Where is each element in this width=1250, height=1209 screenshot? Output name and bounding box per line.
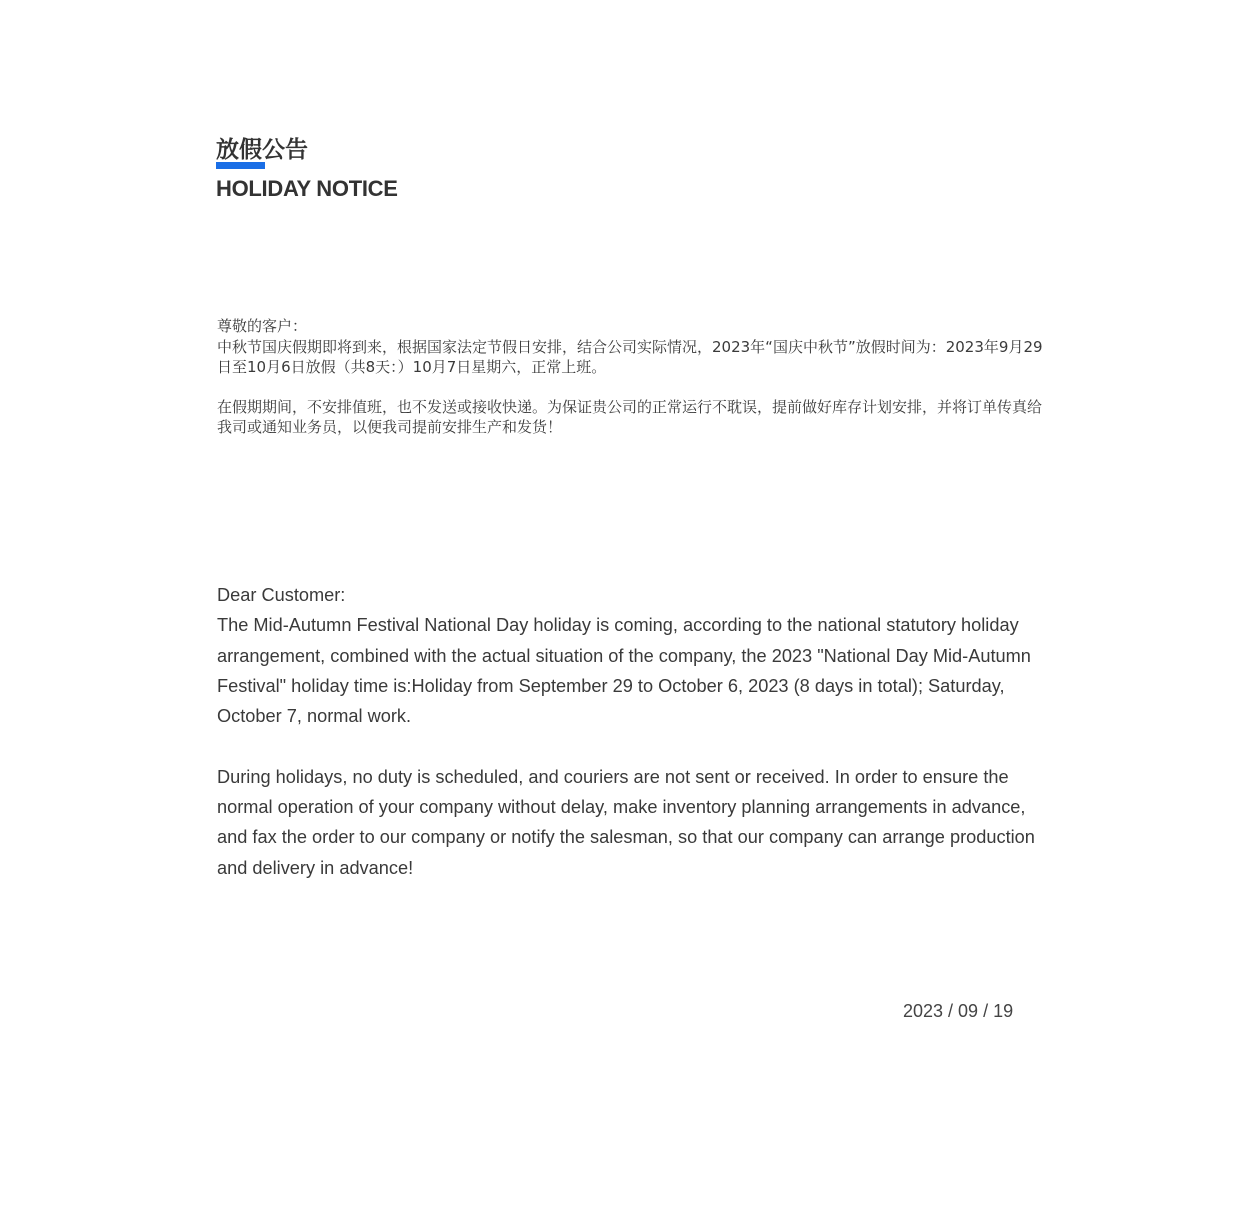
paragraph-english-2: During holidays, no duty is scheduled, and couriers are not sent or received. In order to ensure the normal operation of your company without delay, make inventory planning arrangements in advance, and fax the order to our company or notify the salesman, so that our company can arrange production and delivery in advance!	[217, 766, 1035, 878]
salutation-chinese: 尊敬的客户：	[217, 317, 308, 335]
title-chinese	[216, 134, 398, 166]
paragraph-english-1: The Mid-Autumn Festival National Day holiday is coming, according to the national statutory holiday arrangement, combined with the actual situation of the company, the 2023 "National Day Mid-Autumn Festival" holiday time is:Holiday from September 29 to October 6, 2023 (8 days in total); Saturday, October 7, normal work.	[217, 615, 1031, 727]
notice-header	[216, 134, 398, 202]
title-chinese-text: 放假公告	[216, 137, 308, 163]
salutation-english: Dear Customer:	[217, 585, 346, 605]
notice-date: 2023 / 09 / 19	[903, 1001, 1014, 1021]
paragraph-chinese-1: 中秋节国庆假期即将到来，根据国家法定节假日安排，结合公司实际情况，2023年“国庆中秋节”放假时间为：2023年9月29日至10月6日放假（共8天：）10月7日星期六，正常上班。	[217, 337, 1043, 376]
paragraph-chinese-2: 在假期期间，不安排值班，也不发送或接收快递。为保证贵公司的正常运行不耽误，提前做好库存计划安排，并将订单传真给我司或通知业务员，以便我司提前安排生产和发货！	[217, 397, 1043, 436]
notice-chinese	[217, 316, 1047, 438]
title-accent-bar	[216, 162, 265, 169]
title-english: HOLIDAY NOTICE	[216, 176, 398, 201]
notice-english	[217, 580, 1057, 883]
